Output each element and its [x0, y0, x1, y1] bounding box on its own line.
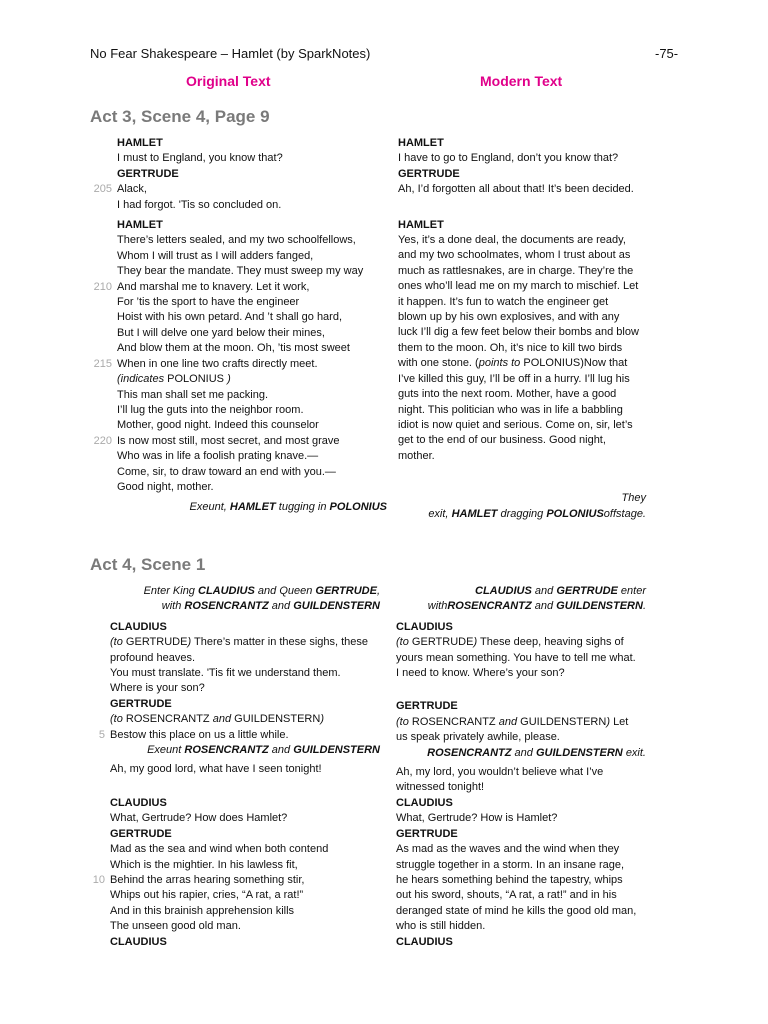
speaker-label: GERTRUDE: [396, 700, 458, 713]
line-number: 205: [93, 183, 112, 196]
speaker-label: GERTRUDE: [396, 827, 458, 840]
prose-line: yours mean something. You have to tell me what.: [396, 651, 636, 664]
prose-line: Ah, my lord, you wouldn’t believe what I’ve: [396, 766, 604, 779]
stage-direction-enter: CLAUDIUS and GERTRUDE enter: [475, 585, 646, 597]
verse-line: 205 Alack,: [117, 182, 387, 197]
verse-line: Whips out his rapier, cries, “A rat, a rat!”: [110, 889, 304, 902]
speaker-label: HAMLET: [117, 219, 163, 232]
speaker-label: CLAUDIUS: [396, 935, 453, 948]
prose-line: struggle together in a storm. In an insane rage,: [396, 858, 625, 871]
line-number: 5: [98, 728, 105, 741]
line-number: 10: [92, 873, 105, 886]
verse-line: 210 And marshal me to knavery. Let it work,: [117, 280, 387, 295]
prose-line: idiot is now quiet and serious. Come on, sir, let’s: [398, 418, 633, 431]
speaker-label: GERTRUDE: [110, 697, 172, 710]
prose-line: luck I’ll dig a few feet below their bombs and blow: [398, 326, 639, 339]
verse-line: But I will delve one yard below their mines,: [117, 326, 325, 339]
verse-line: Mother, good night. Indeed this counselor: [117, 419, 319, 432]
verse-line: I’ll lug the guts into the neighbor room.: [117, 403, 304, 416]
speaker-label: CLAUDIUS: [110, 796, 167, 809]
prose-line: much as rattlesnakes, are in charge. They’re the: [398, 264, 634, 277]
prose-line: who is still hidden.: [396, 920, 486, 933]
prose-line: I have to go to England, don’t you know that?: [398, 152, 619, 165]
prose-line: get to the end of our business. Good night,: [398, 434, 606, 447]
prose-line: with one stone. (points to POLONIUS)Now that: [398, 357, 628, 370]
verse-line: profound heaves.: [110, 651, 196, 664]
prose-line: Yes, it’s a done deal, the documents are ready,: [398, 234, 626, 247]
speaker-label: HAMLET: [117, 137, 163, 149]
speaker-label: CLAUDIUS: [396, 620, 453, 633]
speaker-label: CLAUDIUS: [110, 620, 167, 633]
verse-line: And in this brainish apprehension kills: [110, 904, 295, 917]
speaker-label: HAMLET: [398, 218, 444, 231]
verse-line: And blow them at the moon. Oh, ’tis most sweet: [117, 342, 350, 355]
verse-line: (to GERTRUDE) There’s matter in these sighs, these: [110, 636, 369, 649]
column-header-original: Original Text: [186, 73, 271, 89]
prose-line: ones who’ll lead me on my march to mischief. Let: [398, 280, 639, 293]
stage-direction-enter: with ROSENCRANTZ and GUILDENSTERN: [161, 600, 380, 613]
verse-line: Which is the mightier. In his lawless fit,: [110, 858, 298, 871]
prose-line: I’ve killed this guy, I’ll be off in a hurry. I’ll lug his: [398, 372, 630, 385]
speaker-label: GERTRUDE: [398, 167, 460, 180]
verse-line: 10 Behind the arras hearing something stir,: [110, 873, 380, 888]
verse-line: I must to England, you know that?: [117, 152, 283, 165]
verse-line: You must translate. 'Tis fit we understand them.: [110, 667, 341, 680]
prose-line: I need to know. Where’s your son?: [396, 667, 565, 680]
prose-line: Ah, I’d forgotten all about that! It’s been decided.: [398, 183, 634, 196]
prose-line: guts into the next room. Mother, have a good: [398, 388, 617, 401]
line-number: 215: [93, 357, 112, 370]
stage-direction-enter: Enter King CLAUDIUS and Queen GERTRUDE,: [143, 585, 380, 597]
prose-line: us speak privately awhile, please.: [396, 731, 560, 744]
modern-text-column-2: [396, 584, 646, 950]
line-number: 220: [93, 434, 112, 447]
verse-line: Who was in life a foolish prating knave.—: [117, 450, 319, 463]
verse-line: This man shall set me packing.: [117, 388, 269, 401]
verse-line: They bear the mandate. They must sweep my way: [117, 265, 364, 278]
verse-line: For ’tis the sport to have the engineer: [117, 296, 300, 309]
original-text-column-2: [92, 584, 380, 950]
stage-direction-exit: They: [621, 492, 646, 505]
speaker-label: CLAUDIUS: [396, 796, 453, 809]
verse-line: Whom I will trust as I will adders fanged,: [117, 249, 314, 262]
stage-direction: (indicates POLONIUS ): [117, 373, 231, 386]
running-title: No Fear Shakespeare – Hamlet (by SparkNotes): [90, 46, 371, 61]
verse-line: Mad as the sea and wind when both contend: [110, 843, 329, 856]
verse-line: Hoist with his own petard. And ’t shall go hard,: [117, 311, 343, 324]
prose-line: mother.: [398, 449, 435, 462]
stage-direction-exit: exit, HAMLET dragging POLONIUSoffstage.: [428, 507, 646, 520]
prose-line: (to GERTRUDE) These deep, heaving sighs of: [396, 636, 624, 649]
stage-direction-exit: Exeunt, HAMLET tugging in POLONIUS: [189, 501, 387, 514]
line-number: 210: [93, 280, 112, 293]
speaker-label: GERTRUDE: [117, 167, 179, 180]
stage-direction-enter: withROSENCRANTZ and GUILDENSTERN.: [427, 600, 646, 613]
speaker-label: CLAUDIUS: [110, 935, 167, 948]
prose-line: and my two schoolmates, whom I trust about as: [398, 249, 631, 262]
section-heading-act3-scene4: Act 3, Scene 4, Page 9: [90, 107, 270, 126]
verse-line: Where is your son?: [110, 682, 205, 695]
verse-line: (to ROSENCRANTZ and GUILDENSTERN): [110, 713, 324, 726]
speaker-label: HAMLET: [398, 137, 444, 149]
verse-line: 215 When in one line two crafts directly meet.: [117, 357, 387, 372]
speaker-label: GERTRUDE: [110, 827, 172, 840]
verse-line: I had forgot. 'Tis so concluded on.: [117, 198, 282, 211]
prose-line: As mad as the waves and the wind when they: [396, 843, 620, 856]
prose-line: deranged state of mind he kills the good old man,: [396, 904, 637, 917]
verse-line: What, Gertrude? How does Hamlet?: [110, 812, 288, 825]
original-text-column-1: [93, 136, 387, 516]
page-number: -75-: [655, 46, 679, 61]
verse-line: Come, sir, to draw toward an end with you.—: [117, 465, 336, 478]
prose-line: night. This politician who was in life a babbling: [398, 403, 623, 416]
prose-line: (to ROSENCRANTZ and GUILDENSTERN) Let: [396, 715, 629, 728]
prose-line: them to the moon. Oh, it’s nice to kill two birds: [398, 341, 623, 354]
modern-text-column-1: [398, 136, 646, 522]
verse-line: The unseen good old man.: [110, 920, 241, 933]
column-header-modern: Modern Text: [480, 73, 563, 89]
section-heading-act4-scene1: Act 4, Scene 1: [90, 555, 206, 574]
verse-line: 220 Is now most still, most secret, and most grave: [117, 434, 387, 449]
prose-line: witnessed tonight!: [396, 781, 485, 794]
verse-line: Good night, mother.: [117, 480, 214, 493]
prose-line: it happen. It’s fun to watch the engineer get: [398, 295, 609, 308]
prose-line: out his sword, shouts, “A rat, a rat!” and in his: [396, 889, 617, 902]
verse-line: There’s letters sealed, and my two schoolfellows,: [117, 234, 356, 247]
stage-direction-exit: Exeunt ROSENCRANTZ and GUILDENSTERN: [147, 744, 380, 757]
prose-line: What, Gertrude? How is Hamlet?: [396, 812, 558, 825]
verse-line: Ah, my good lord, what have I seen tonight!: [110, 763, 322, 776]
prose-line: blown up by his own explosives, and with any: [398, 311, 620, 324]
prose-line: he hears something behind the tapestry, whips: [396, 873, 623, 886]
stage-direction-exit: ROSENCRANTZ and GUILDENSTERN exit.: [427, 746, 646, 759]
verse-line: 5 Bestow this place on us a little while.: [110, 728, 380, 743]
